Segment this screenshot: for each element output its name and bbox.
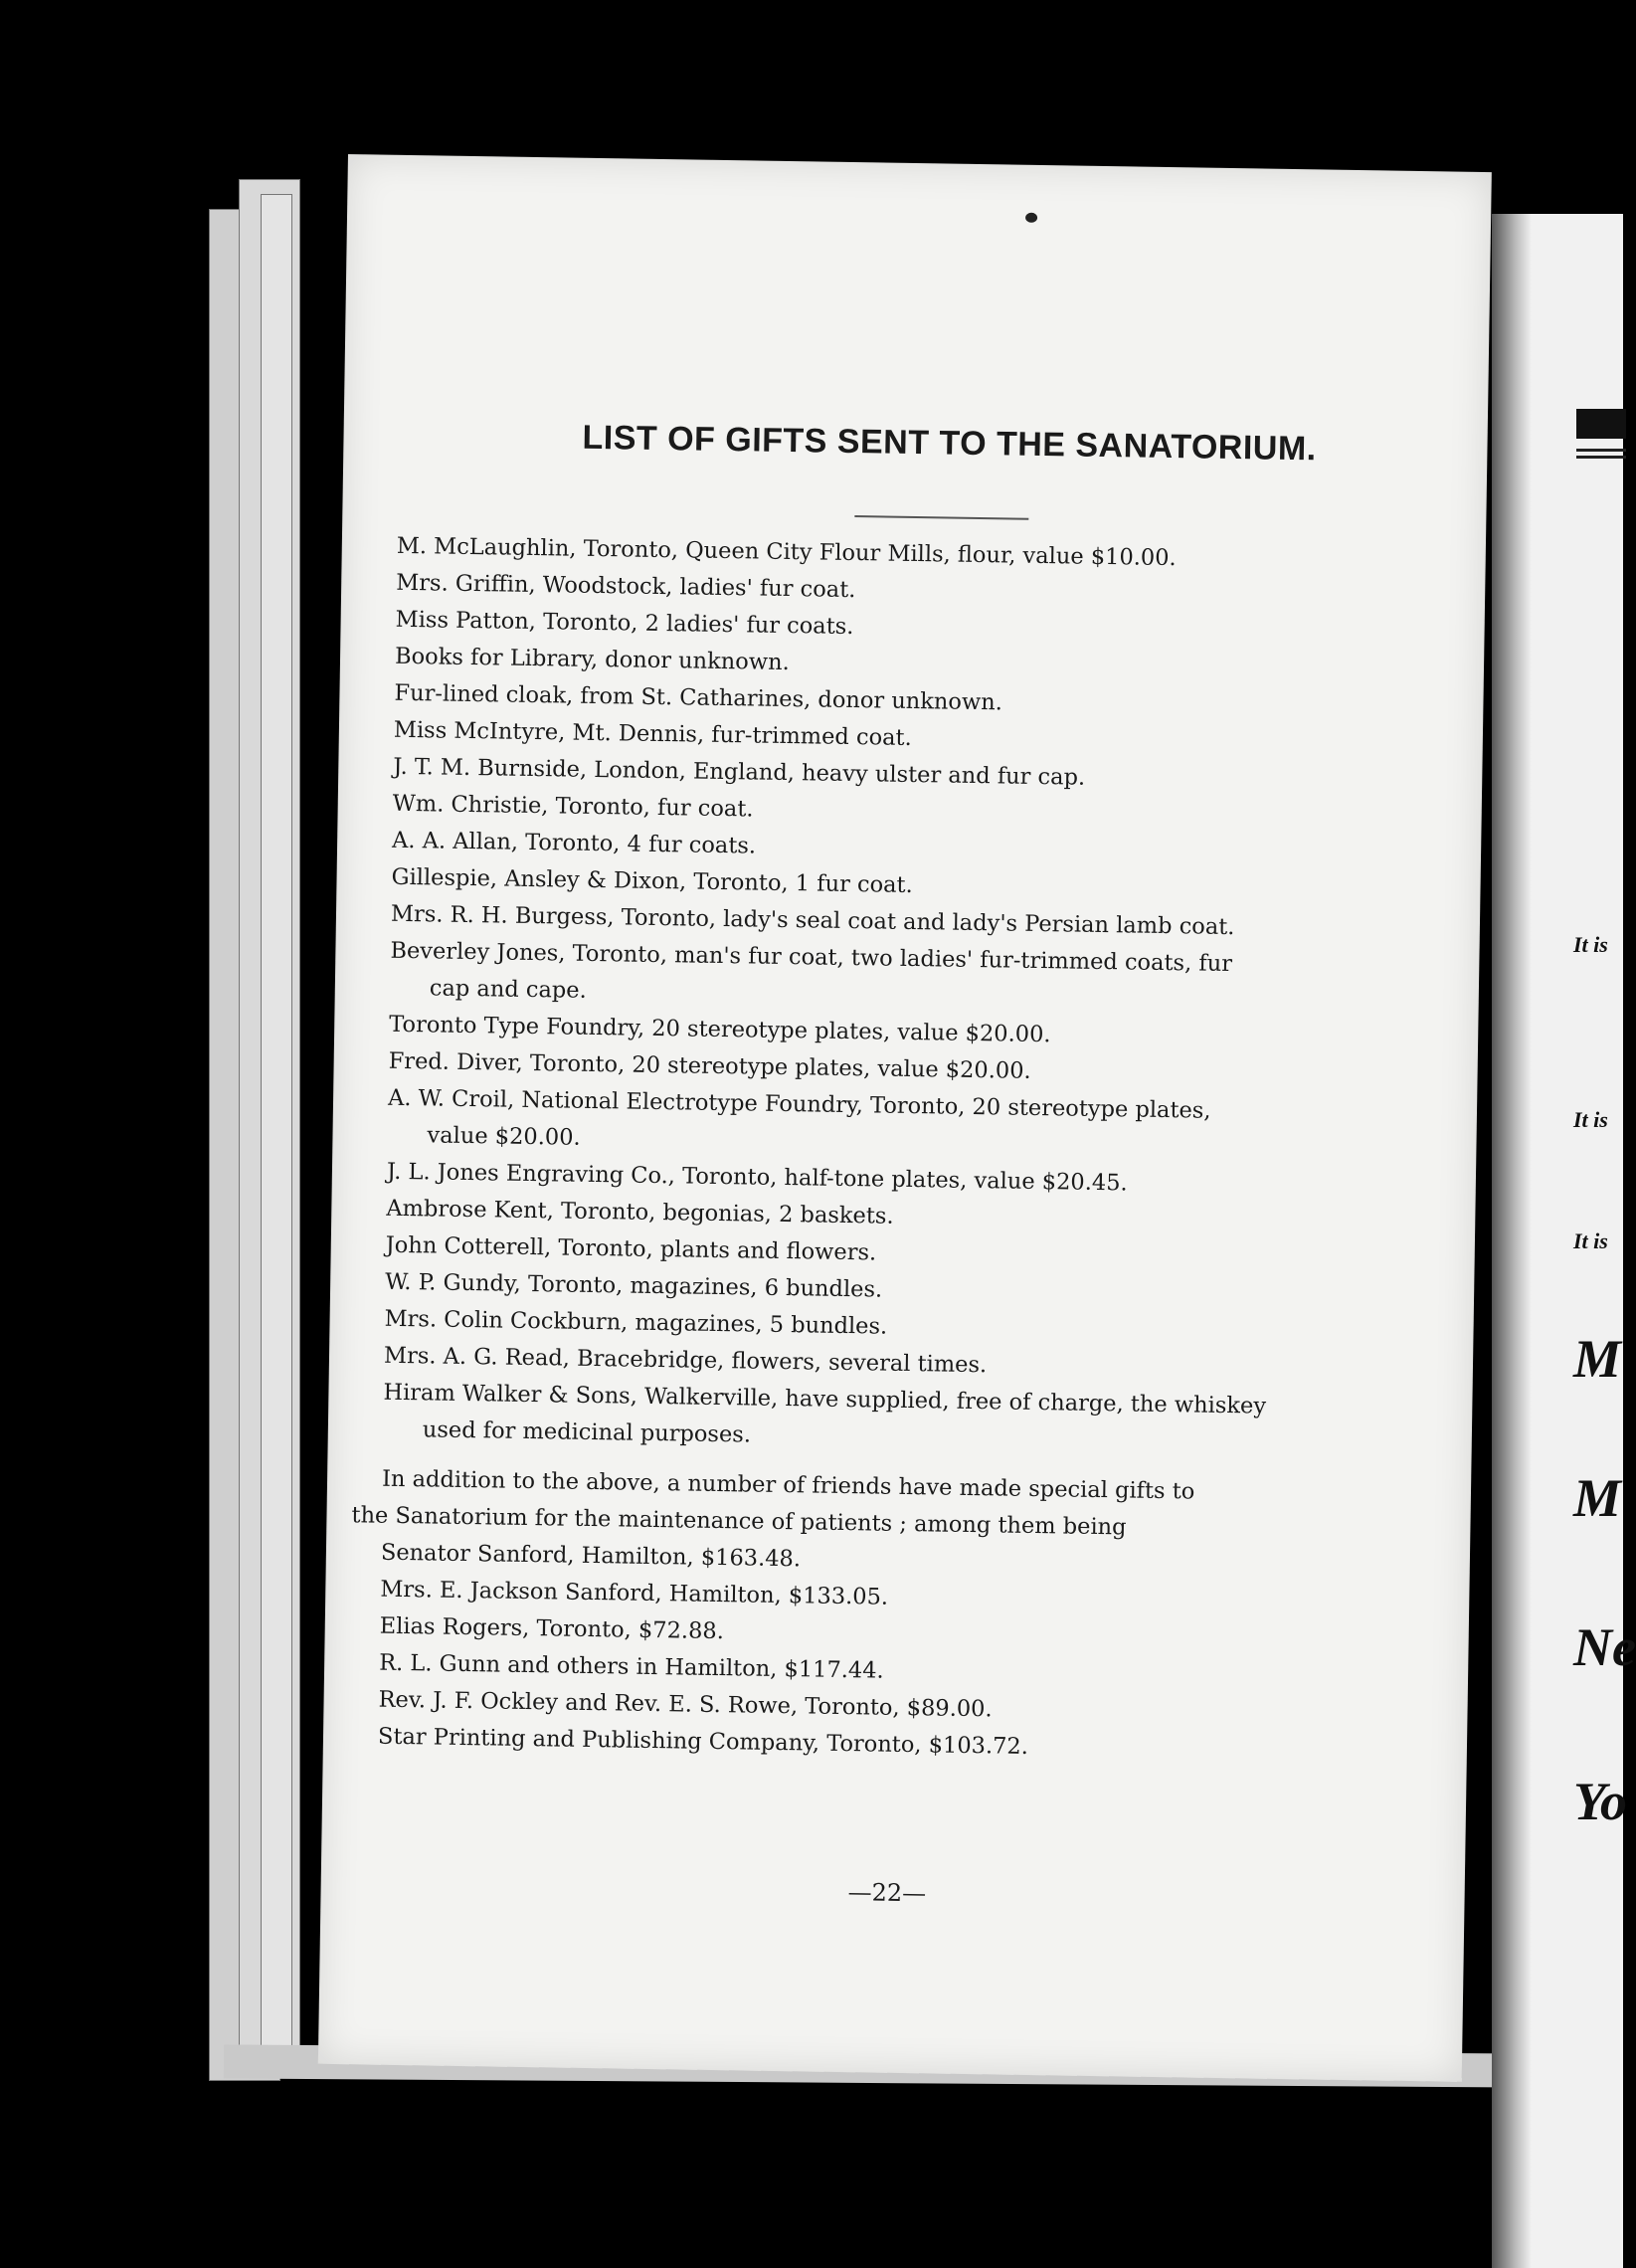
- gift-line: Ambrose Kent, Toronto, begonias, 2 baskets.: [386, 1195, 894, 1229]
- facing-page-fragment: It is: [1573, 1228, 1608, 1253]
- gift-line: Wm. Christie, Toronto, fur coat.: [392, 790, 754, 823]
- gift-line: Mrs. A. G. Read, Bracebridge, flowers, several times.: [383, 1342, 988, 1379]
- gift-line: Hiram Walker & Sons, Walkerville, have supplied, free of charge, the whiskey: [383, 1379, 1267, 1419]
- facing-page-fragment: M: [1573, 1329, 1622, 1389]
- gift-line: Fred. Diver, Toronto, 20 stereotype plates, value $20.00.: [388, 1047, 1031, 1084]
- facing-page-fragment: It is: [1573, 1107, 1608, 1132]
- gift-line: Mrs. R. H. Burgess, Toronto, lady's seal coat and lady's Persian lamb coat.: [390, 900, 1235, 941]
- donor-line: Mrs. E. Jackson Sanford, Hamilton, $133.05.: [380, 1576, 889, 1610]
- gift-line: Mrs. Griffin, Woodstock, ladies' fur coat.: [396, 569, 856, 604]
- page-number: —22—: [847, 1878, 927, 1908]
- donor-line: Rev. J. F. Ockley and Rev. E. S. Rowe, Toronto, $89.00.: [378, 1686, 993, 1723]
- donor-line: Elias Rogers, Toronto, $72.88.: [379, 1612, 725, 1645]
- gift-line: J. L. Jones Engraving Co., Toronto, half-tone plates, value $20.45.: [386, 1158, 1128, 1197]
- donor-line: Senator Sanford, Hamilton, $163.48.: [380, 1539, 802, 1573]
- document-page: [318, 154, 1492, 2082]
- double-rule: [1576, 456, 1626, 459]
- gift-line: Gillespie, Ansley & Dixon, Toronto, 1 fur coat.: [391, 863, 913, 899]
- addition-line: In addition to the above, a number of friends have made special gifts to: [381, 1465, 1195, 1505]
- gift-line: used for medicinal purposes.: [422, 1417, 752, 1448]
- gutter-shadow: [1492, 214, 1532, 2268]
- addition-line: the Sanatorium for the maintenance of patients ; among them being: [351, 1502, 1127, 1541]
- page-title: LIST OF GIFTS SENT TO THE SANATORIUM.: [582, 418, 1317, 469]
- facing-page-fragment: Ne: [1573, 1617, 1636, 1677]
- facing-page-fragment: M: [1573, 1468, 1622, 1528]
- gift-line: W. P. Gundy, Toronto, magazines, 6 bundles.: [384, 1268, 883, 1303]
- ink-speck: [1025, 213, 1037, 223]
- title-rule: [854, 515, 1028, 520]
- gift-line: M. McLaughlin, Toronto, Queen City Flour Mills, flour, value $10.00.: [396, 532, 1177, 572]
- gift-line: Miss McIntyre, Mt. Dennis, fur-trimmed coat.: [393, 716, 912, 751]
- gift-line: Mrs. Colin Cockburn, magazines, 5 bundles.: [384, 1305, 888, 1340]
- gift-line: Fur-lined cloak, from St. Catharines, donor unknown.: [394, 679, 1003, 716]
- gift-line: Books for Library, donor unknown.: [394, 643, 790, 676]
- donor-line: Star Printing and Publishing Company, Toronto, $103.72.: [377, 1723, 1029, 1760]
- gift-line: Beverley Jones, Toronto, man's fur coat, two ladies' fur-trimmed coats, fur: [390, 937, 1233, 978]
- gift-line: value $20.00.: [427, 1122, 581, 1151]
- gift-line: John Cotterell, Toronto, plants and flowers.: [385, 1231, 877, 1266]
- gift-line: J. T. M. Burnside, London, England, heavy ulster and fur cap.: [393, 753, 1086, 791]
- donor-line: R. L. Gunn and others in Hamilton, $117.44.: [378, 1649, 884, 1684]
- gift-line: Toronto Type Foundry, 20 stereotype plates, value $20.00.: [389, 1011, 1051, 1048]
- gift-line: Miss Patton, Toronto, 2 ladies' fur coats.: [395, 606, 854, 641]
- gift-line: cap and cape.: [429, 975, 587, 1004]
- facing-page: [1492, 214, 1636, 2268]
- gift-line: A. A. Allan, Toronto, 4 fur coats.: [391, 827, 757, 859]
- double-rule: [1576, 449, 1626, 452]
- facing-page-fragment: It is: [1573, 932, 1608, 957]
- heading-fragment-bar: [1576, 409, 1626, 439]
- facing-page-fragment: Yo: [1573, 1772, 1627, 1831]
- page-edge: [261, 194, 292, 2076]
- page-content: [348, 154, 1492, 1908]
- gift-line: A. W. Croil, National Electrotype Foundry, Toronto, 20 stereotype plates,: [387, 1084, 1211, 1124]
